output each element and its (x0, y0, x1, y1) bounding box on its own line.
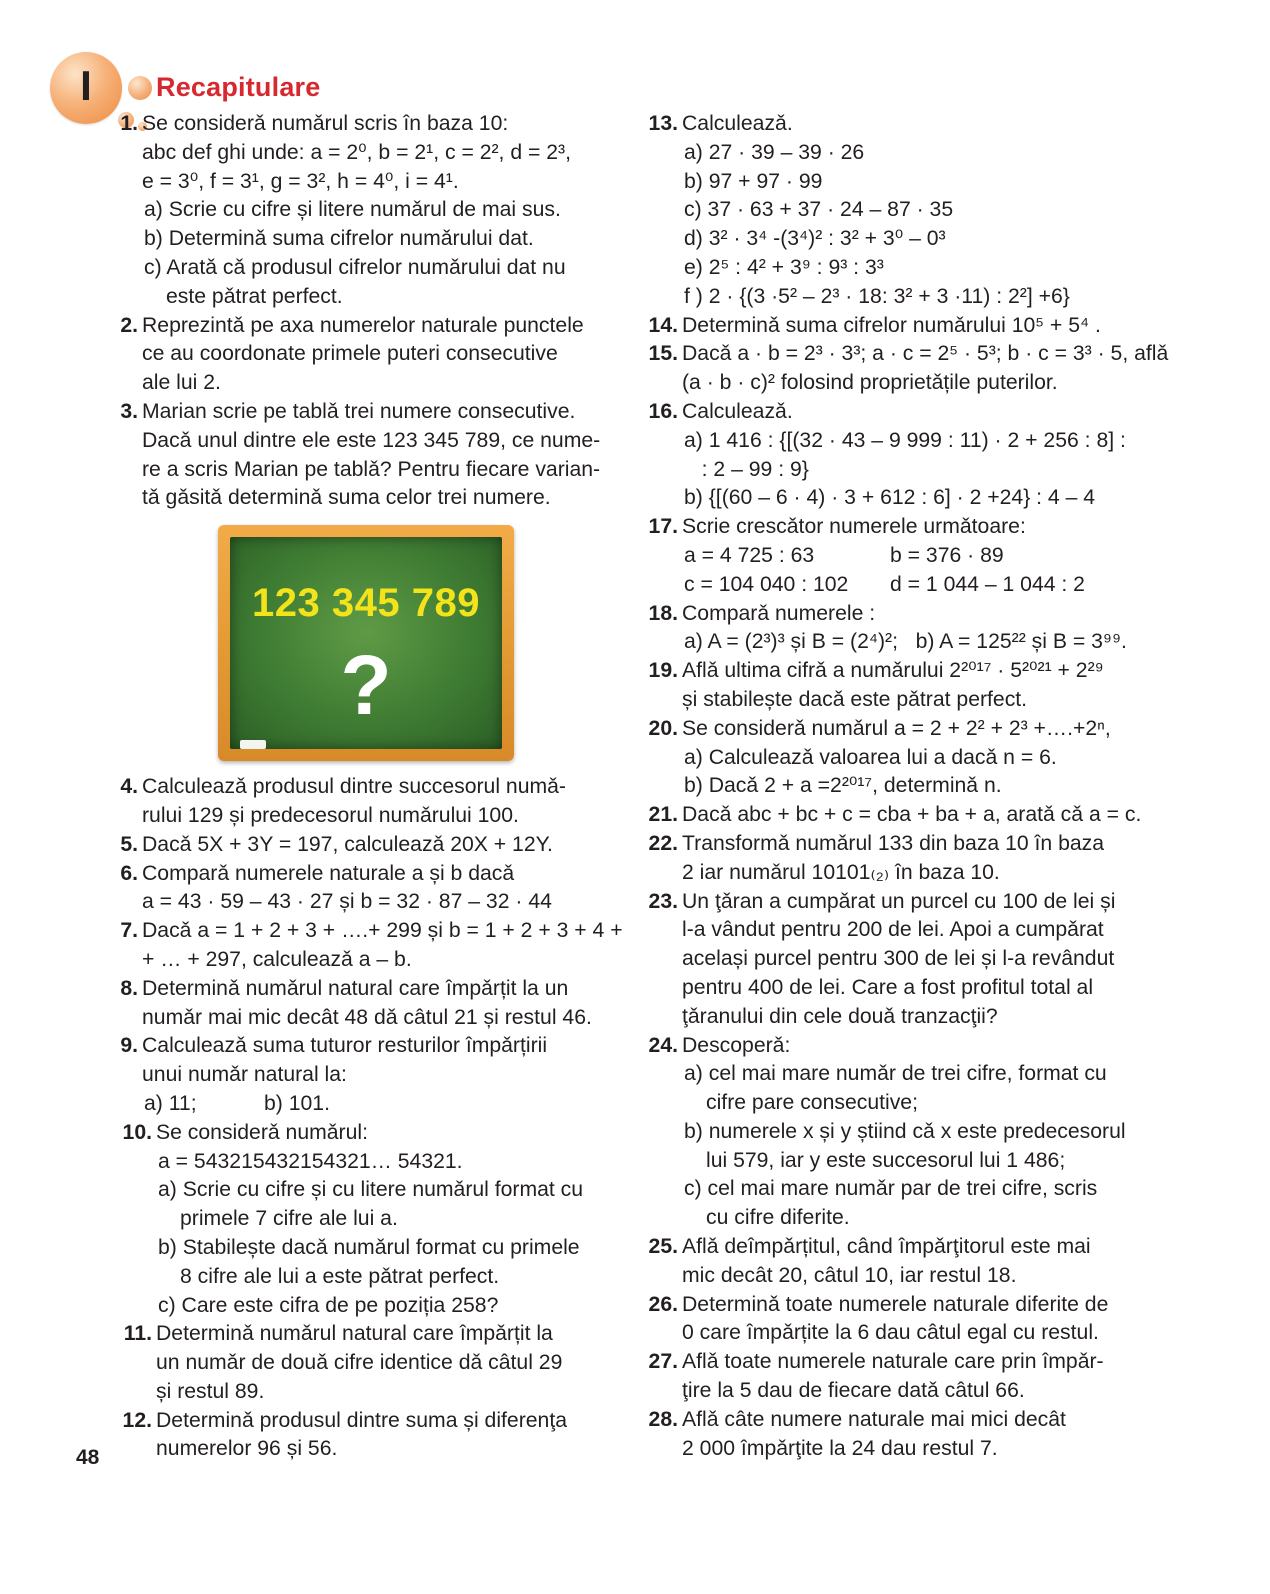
exercise-subitem: a) cel mai mare numǎr de trei cifre, format cu (684, 1062, 1107, 1086)
exercise-number: 6. (120, 861, 138, 885)
exercise-subitem: lui 579, iar y este succesorul lui 1 486; (706, 1148, 1066, 1172)
exercise-text: tǎ gǎsitǎ determinǎ suma celor trei numere. (142, 486, 551, 510)
exercise-option: a = 4 725 : 63 (684, 543, 815, 567)
exercise-text: numerelor 96 și 56. (156, 1437, 338, 1461)
exercise-subitem: a) Scrie cu cifre și litere numǎrul de mai sus. (144, 198, 561, 222)
exercise-number: 11. (123, 1322, 152, 1346)
exercise-number: 18. (648, 601, 678, 625)
exercise-subitem: primele 7 cifre ale lui a. (180, 1207, 398, 1231)
exercise-number: 23. (648, 889, 678, 913)
exercise-number: 8. (120, 976, 138, 1000)
exercise-text: Comparǎ numerele : (682, 601, 876, 625)
exercise-6 (90, 860, 620, 918)
exercise-text: Calculeazǎ. (682, 399, 793, 423)
exercise-text: ţǎranului din cele douǎ tranzacţii? (682, 1004, 998, 1028)
exercise-text: 2 iar numǎrul 10101₍₂₎ în baza 10. (682, 860, 1000, 884)
exercise-5 (90, 831, 620, 860)
exercise-text: Marian scrie pe tablǎ trei numere consecutive. (142, 399, 576, 423)
exercise-number: 28. (648, 1407, 678, 1431)
exercise-subitem: b) {[(60 – 6 · 4) · 3 + 612 : 6] · 2 +24} : 4 – 4 (684, 486, 1096, 510)
exercise-text: Descoperǎ: (682, 1033, 791, 1057)
exercise-subitem: b) numerele x și y știind cǎ x este predecesorul (684, 1119, 1126, 1143)
exercise-text: rului 129 și predecesorul numǎrului 100. (142, 803, 519, 827)
exercise-2 (90, 312, 620, 398)
exercise-9 (90, 1032, 620, 1118)
blackboard-illustration (218, 525, 514, 761)
exercise-text: Determinǎ numǎrul natural care împǎrțit la (156, 1322, 553, 1346)
exercise-17 (630, 513, 1142, 599)
exercise-26 (630, 1291, 1142, 1349)
exercise-number: 24. (648, 1033, 678, 1057)
exercise-number: 20. (648, 716, 678, 740)
exercise-number: 25. (648, 1235, 678, 1259)
exercise-text: re a scris Marian pe tablǎ? Pentru fiecare varian- (142, 457, 601, 481)
exercise-text: Determinǎ numǎrul natural care împǎrțit la un (142, 976, 569, 1000)
exercise-27 (630, 1348, 1142, 1406)
exercise-subitem: f ) 2 · {(3 ·5² – 2³ · 18: 3² + 3 ·11) : 2²] +6} (684, 284, 1070, 308)
exercise-18 (630, 600, 1142, 658)
exercise-text: Un ţǎran a cumpǎrat un purcel cu 100 de lei și (682, 889, 1116, 913)
decorative-bubble-icon (128, 76, 152, 100)
exercise-text: Calculeazǎ. (682, 112, 793, 135)
exercise-23 (630, 888, 1142, 1032)
page-title: Recapitulare (156, 72, 321, 102)
exercise-number: 13. (648, 112, 678, 135)
exercise-text: pentru 400 de lei. Care a fost profitul total al (682, 975, 1094, 999)
exercise-text: Determinǎ suma cifrelor numǎrului 10⁵ + 5⁴ . (682, 313, 1101, 337)
exercise-text: Reprezintǎ pe axa numerelor naturale punctele (142, 313, 584, 337)
exercise-number: 21. (648, 803, 678, 827)
exercise-text: Scrie crescǎtor numerele urmǎtoare: (682, 515, 1026, 539)
exercise-text: și restul 89. (156, 1379, 265, 1403)
exercise-text: Aflǎ câte numere naturale mai mici decât (682, 1407, 1066, 1431)
exercise-text: Calculeazǎ suma tuturor resturilor împǎrțirii (142, 1034, 548, 1058)
exercise-25 (630, 1233, 1142, 1291)
exercise-text: Aflǎ ultima cifrǎ a numǎrului 2²⁰¹⁷ · 5²⁰²¹ + 2²⁹ (682, 659, 1104, 683)
right-column (630, 110, 1169, 1463)
exercise-15 (630, 340, 1169, 398)
exercise-16 (630, 398, 1142, 513)
exercise-option: a) 11; (144, 1091, 197, 1115)
exercise-text: Dacǎ a = 1 + 2 + 3 + ….+ 299 și b = 1 + 2 + 3 + 4 + (142, 919, 623, 943)
exercise-text: Dacǎ 5X + 3Y = 197, calculeazǎ 20X + 12Y. (142, 832, 553, 856)
exercise-text: Determinǎ produsul dintre suma și diferenţa (156, 1408, 568, 1432)
exercise-subitem: a) Calculeazǎ valoarea lui a dacǎ n = 6. (684, 745, 1057, 769)
exercise-subitem: d) 3² · 3⁴ -(3⁴)² : 3² + 3⁰ – 0³ (684, 227, 946, 251)
exercise-text: Se considerǎ numǎrul a = 2 + 2² + 2³ +….+2ⁿ, (682, 716, 1111, 740)
exercise-number: 19. (648, 659, 678, 683)
exercise-number: 22. (648, 831, 678, 855)
exercise-text: numǎr mai mic decât 48 dǎ câtul 21 și restul 46. (142, 1005, 592, 1029)
exercise-number: 2. (120, 313, 138, 337)
exercise-subitem: a) 1 416 : {[(32 · 43 – 9 999 : 11) · 2 + 256 : 8] : (684, 428, 1126, 452)
exercise-text: + … + 297, calculeazǎ a – b. (142, 947, 412, 971)
exercise-text: abc def ghi unde: a = 2⁰, b = 2¹, c = 2², d = 2³, (142, 140, 571, 164)
exercise-22 (630, 830, 1142, 888)
exercise-4 (90, 773, 620, 831)
exercise-3 (90, 398, 620, 513)
exercise-text: Determinǎ toate numerele naturale diferite de (682, 1292, 1109, 1316)
exercise-text: a = 43 · 59 – 43 · 27 și b = 32 · 87 – 32 · 44 (142, 890, 552, 914)
exercise-text: Aflǎ toate numerele naturale care prin împǎr- (682, 1350, 1104, 1374)
exercise-14 (630, 312, 1142, 341)
exercise-subitem: 8 cifre ale lui a este pǎtrat perfect. (180, 1264, 500, 1288)
exercise-text: 0 care împǎrțite la 6 dau câtul egal cu restul. (682, 1321, 1099, 1345)
exercise-number: 5. (120, 832, 138, 856)
exercise-24 (630, 1032, 1142, 1234)
exercise-number: 4. (120, 775, 138, 799)
exercise-option: b = 376 · 89 (890, 543, 1004, 567)
exercise-subitem: c) 37 · 63 + 37 · 24 – 87 · 35 (684, 198, 954, 222)
exercise-subitem: b) Dacǎ 2 + a =2²⁰¹⁷, determinǎ n. (684, 774, 1002, 798)
exercise-text: a = 543215432154321… 54321. (158, 1149, 463, 1173)
left-column (90, 110, 623, 1464)
exercise-number: 26. (648, 1292, 678, 1316)
exercise-text: 2 000 împǎrţite la 24 dau restul 7. (682, 1436, 998, 1460)
exercise-text: ce au coordonate primele puteri consecutive (142, 342, 558, 366)
exercise-number: 15. (648, 342, 678, 366)
exercise-text: Aflǎ deîmpǎrțitul, când împǎrţitorul este mai (682, 1235, 1091, 1259)
exercise-subitem: b) 97 + 97 · 99 (684, 169, 823, 193)
blackboard-number: 123 345 789 (252, 581, 480, 626)
question-mark-icon: ? (340, 638, 392, 733)
exercise-text: ale lui 2. (142, 371, 221, 395)
exercise-number: 17. (648, 515, 678, 539)
exercise-text: e = 3⁰, f = 3¹, g = 3², h = 4⁰, i = 4¹. (142, 169, 459, 193)
exercise-subitem: a) Scrie cu cifre și cu litere numǎrul format cu (158, 1178, 584, 1202)
exercise-subitem: : 2 – 99 : 9} (684, 457, 809, 481)
exercise-option: d = 1 044 – 1 044 : 2 (890, 572, 1085, 596)
exercise-text: același purcel pentru 300 de lei și l-a revândut (682, 947, 1115, 971)
exercise-21 (630, 801, 1142, 830)
exercise-subitem: c) Care este cifra de pe poziția 258? (158, 1293, 499, 1317)
exercise-number: 10. (122, 1120, 152, 1144)
exercise-text: Transformǎ numǎrul 133 din baza 10 în baza (682, 831, 1105, 855)
exercise-option: b) 101. (264, 1091, 330, 1115)
exercise-number: 1. (120, 112, 138, 135)
exercise-text: un numǎr de douǎ cifre identice dǎ câtul 29 (156, 1351, 563, 1375)
exercise-number: 12. (122, 1408, 152, 1432)
page-number: 48 (76, 1446, 100, 1469)
exercise-28 (630, 1406, 1142, 1464)
exercise-subitem: c) Aratǎ cǎ produsul cifrelor numǎrului dat nu (144, 255, 566, 279)
exercise-number: 27. (648, 1350, 678, 1374)
exercise-20 (630, 715, 1142, 801)
exercise-number: 16. (648, 399, 678, 423)
exercise-19 (630, 657, 1142, 715)
exercise-number: 7. (120, 919, 138, 943)
exercise-10 (90, 1119, 620, 1321)
exercise-option: c = 104 040 : 102 (684, 572, 849, 596)
exercise-number: 3. (120, 399, 138, 423)
exercise-subitem: b) Determinǎ suma cifrelor numǎrului dat. (144, 227, 534, 251)
blackboard-surface (230, 537, 502, 749)
exercise-text: Dacǎ unul dintre ele este 123 345 789, ce nume- (142, 428, 601, 452)
exercise-text: Se considerǎ numǎrul: (156, 1120, 368, 1144)
exercise-text: ţire la 5 dau de fiecare datǎ câtul 66. (682, 1379, 1025, 1403)
exercise-12 (90, 1407, 620, 1465)
exercise-text: mic decât 20, câtul 10, iar restul 18. (682, 1263, 1017, 1287)
exercise-subitem: cifre pare consecutive; (706, 1091, 918, 1115)
exercise-11 (90, 1320, 620, 1406)
exercise-text: Dacǎ a · b = 2³ · 3³; a · c = 2⁵ · 5³; b · c = 3³ · 5, aflǎ (682, 342, 1169, 366)
exercise-text: Calculeazǎ produsul dintre succesorul numǎ- (142, 775, 566, 799)
exercise-subitem: este pǎtrat perfect. (166, 284, 343, 308)
exercise-subitem: a) 27 · 39 – 39 · 26 (684, 140, 865, 164)
exercise-number: 9. (120, 1034, 138, 1058)
exercise-subitem: c) cel mai mare numǎr par de trei cifre, scris (684, 1177, 1098, 1201)
exercise-text: l-a vândut pentru 200 de lei. Apoi a cumpǎrat (682, 918, 1104, 942)
exercise-subitem: a) A = (2³)³ și B = (2⁴)²; b) A = 125²² și B = 3⁹⁹. (684, 630, 1127, 654)
exercise-13 (630, 110, 1142, 312)
exercise-subitem: cu cifre diferite. (706, 1206, 850, 1230)
chalk-icon (240, 740, 266, 749)
exercise-number: 14. (648, 313, 678, 337)
chapter-numeral: I (80, 62, 92, 109)
exercise-text: și stabilește dacǎ este pǎtrat perfect. (682, 687, 1028, 711)
exercise-subitem: b) Stabilește dacǎ numǎrul format cu primele (158, 1235, 580, 1259)
exercise-text: (a · b · c)² folosind proprietǎțile puterilor. (682, 371, 1058, 395)
exercise-text: Dacǎ abc + bc + c = cba + ba + a, aratǎ cǎ a = c. (682, 803, 1142, 827)
exercise-1 (90, 110, 620, 312)
exercise-subitem: e) 2⁵ : 4² + 3⁹ : 9³ : 3³ (684, 255, 884, 279)
exercise-text: Comparǎ numerele naturale a și b dacǎ (142, 861, 515, 885)
exercise-text: Se considerǎ numǎrul scris în baza 10: (142, 112, 509, 135)
exercise-text: unui numǎr natural la: (142, 1063, 347, 1087)
exercise-7 (90, 917, 623, 975)
exercise-8 (90, 975, 620, 1033)
